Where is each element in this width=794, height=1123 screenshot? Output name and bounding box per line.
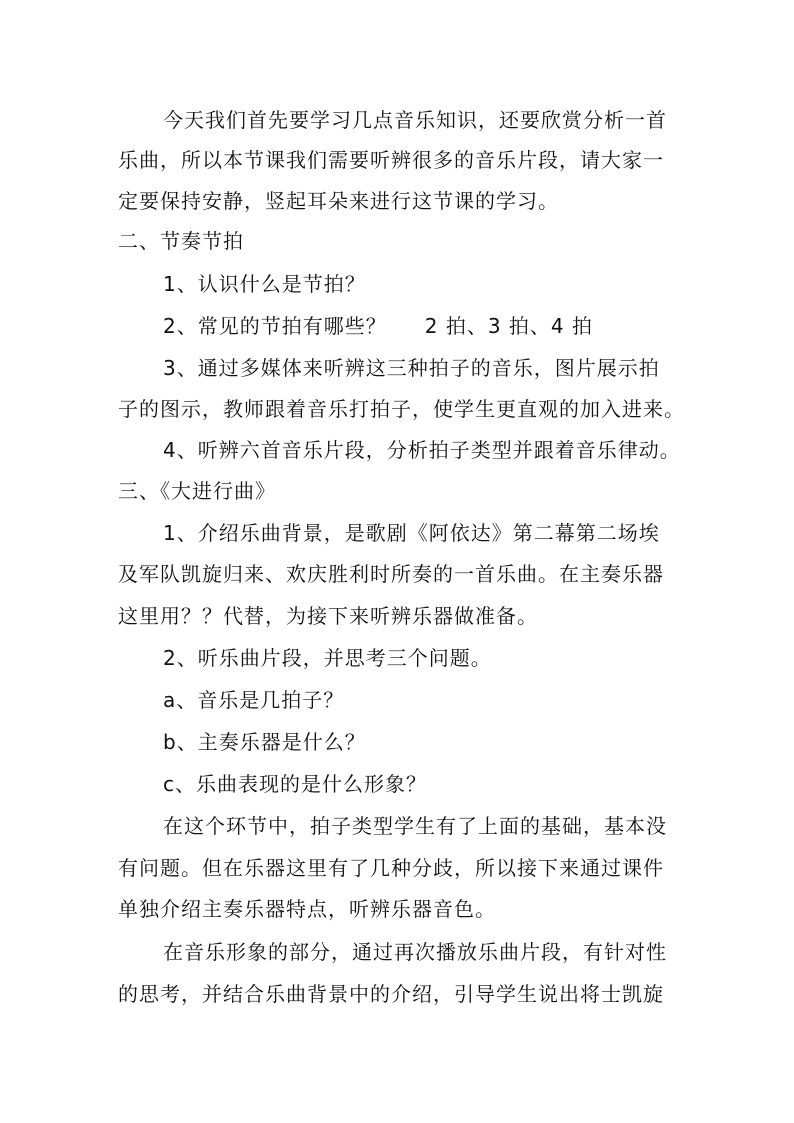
list-item-3-line-2: 子的图示，教师跟着音乐打拍子，使学生更直观的加入进来。 bbox=[118, 397, 685, 421]
paragraph-line-2: 乐曲，所以本节课我们需要听辨很多的音乐片段，请大家一 bbox=[118, 148, 664, 172]
list-item-2 bbox=[163, 306, 683, 346]
section-heading-march: 三、《大进行曲》 bbox=[118, 479, 276, 503]
question-a: a、音乐是几拍子？ bbox=[163, 688, 345, 712]
question-b: b、主奏乐器是什么？ bbox=[163, 730, 366, 754]
march-item-1-line-2: 及军队凯旋归来、欢庆胜利时所奏的一首乐曲。在主奏乐器 bbox=[118, 562, 664, 586]
march-item-1-line-3: 这里用？？代替，为接下来听辨乐器做准备。 bbox=[118, 604, 538, 628]
list-item-3-line-1: 3、通过多媒体来听辨这三种拍子的音乐，图片展示拍 bbox=[163, 356, 660, 380]
list-item-1: 1、认识什么是节拍？ bbox=[163, 272, 366, 296]
paragraph-3-line-1: 在音乐形象的部分，通过再次播放乐曲片段，有针对性 bbox=[163, 940, 667, 964]
question-c: c、乐曲表现的是什么形象？ bbox=[163, 772, 427, 796]
paragraph-3-line-2: 的思考，并结合乐曲背景中的介绍，引导学生说出将士凯旋 bbox=[118, 982, 664, 1006]
march-item-1-line-1: 1、介绍乐曲背景，是歌剧《阿依达》第二幕第二场埃 bbox=[163, 521, 660, 545]
march-item-2: 2、听乐曲片段，并思考三个问题。 bbox=[163, 646, 492, 670]
list-item-2-question: 2、常见的节拍有哪些？ bbox=[163, 314, 387, 338]
list-item-2-answer: 2 拍、3 拍、4 拍 bbox=[424, 314, 593, 338]
paragraph-line-1: 今天我们首先要学习几点音乐知识，还要欣赏分析一首 bbox=[163, 108, 667, 132]
list-item-4: 4、听辨六首音乐片段，分析拍子类型并跟着音乐律动。 bbox=[163, 438, 681, 462]
section-heading-rhythm: 二、节奏节拍 bbox=[118, 229, 244, 253]
paragraph-line-3: 定要保持安静，竖起耳朵来进行这节课的学习。 bbox=[118, 189, 559, 213]
paragraph-2-line-1: 在这个环节中，拍子类型学生有了上面的基础，基本没 bbox=[163, 814, 667, 838]
paragraph-2-line-2: 有问题。但在乐器这里有了几种分歧，所以接下来通过课件 bbox=[118, 856, 664, 880]
paragraph-2-line-3: 单独介绍主奏乐器特点，听辨乐器音色。 bbox=[118, 897, 496, 921]
